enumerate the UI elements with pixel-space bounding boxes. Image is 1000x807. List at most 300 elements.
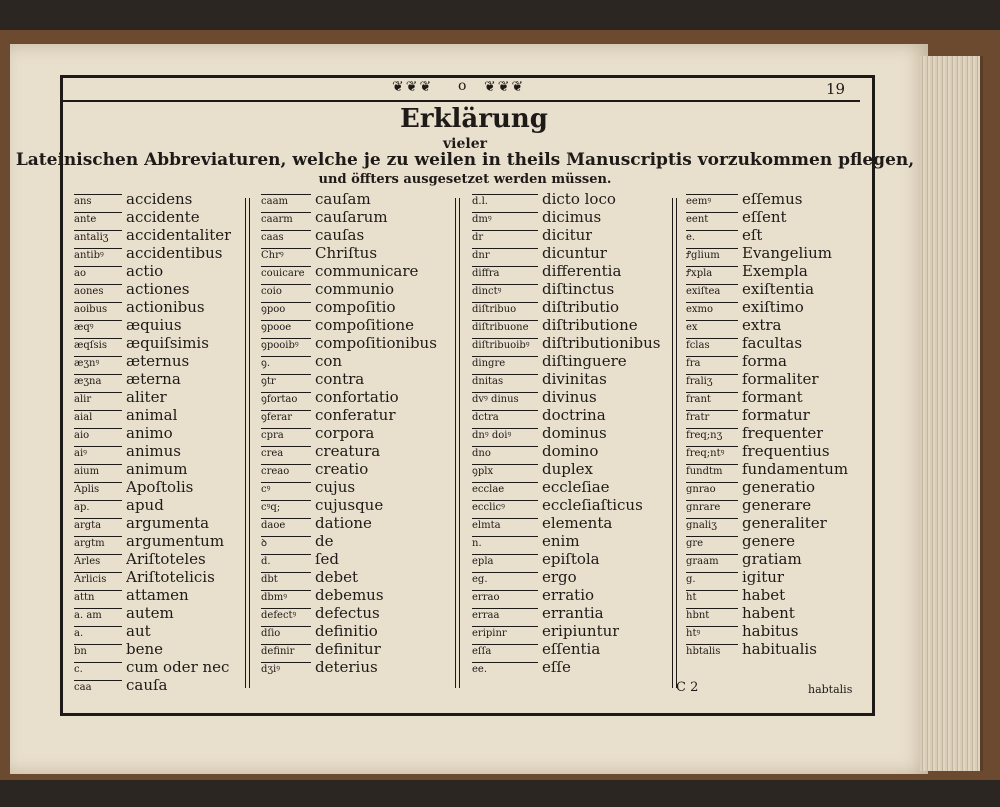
abbreviation: ꝯfortao: [261, 392, 311, 406]
abbreviation: a. am: [74, 608, 122, 622]
abbreviation-entry: [472, 406, 667, 424]
abbreviation-entry: [472, 280, 667, 298]
abbreviation: hbtalis: [686, 644, 738, 658]
abbreviation-entry: [686, 298, 866, 316]
expansion: doctrina: [542, 406, 606, 424]
expansion: formatur: [742, 406, 810, 424]
abbreviation-entry: [686, 460, 866, 478]
abbreviation-entry: [686, 586, 866, 604]
expansion: cauſas: [315, 226, 365, 244]
abbreviation-column-2: [261, 190, 456, 700]
expansion: cauſam: [315, 190, 371, 208]
abbreviation-entry: [472, 496, 667, 514]
abbreviation: ꝯtr: [261, 374, 311, 388]
expansion: exiſtentia: [742, 280, 815, 298]
expansion: duplex: [542, 460, 593, 478]
expansion: frequenter: [742, 424, 824, 442]
abbreviation: crea: [261, 446, 311, 460]
expansion: compoſitionibus: [315, 334, 437, 352]
header-rule: [60, 100, 860, 102]
expansion: eſſent: [742, 208, 787, 226]
abbreviation-entry: [472, 208, 667, 226]
abbreviation-entry: [686, 208, 866, 226]
expansion: debemus: [315, 586, 384, 604]
abbreviation-entry: [74, 442, 239, 460]
expansion: definitur: [315, 640, 381, 658]
abbreviation-entry: [472, 586, 667, 604]
expansion: contra: [315, 370, 365, 388]
abbreviation: dſio: [261, 626, 311, 640]
abbreviation-entry: [261, 640, 456, 658]
abbreviation-entry: [261, 442, 456, 460]
abbreviation-entry: [686, 568, 866, 586]
abbreviation-entry: [472, 190, 667, 208]
abbreviation-entry: [686, 424, 866, 442]
abbreviation-entry: [261, 280, 456, 298]
abbreviation: eg.: [472, 572, 538, 586]
abbreviation-entry: [261, 622, 456, 640]
abbreviation-entry: [472, 478, 667, 496]
abbreviation: diſtribuone: [472, 320, 538, 334]
abbreviation: defectꝰ: [261, 608, 311, 622]
expansion: autem: [126, 604, 174, 622]
signature-mark: C 2: [676, 680, 699, 695]
abbreviation: definir: [261, 644, 311, 658]
abbreviation: Ꝭxpla: [686, 266, 738, 280]
abbreviation-entry: [261, 550, 456, 568]
expansion: diſtributione: [542, 316, 638, 334]
abbreviation: ans: [74, 194, 122, 208]
abbreviation: g.: [686, 572, 738, 586]
expansion: forma: [742, 352, 787, 370]
expansion: attamen: [126, 586, 189, 604]
expansion: creatura: [315, 442, 381, 460]
expansion: frequentius: [742, 442, 830, 460]
expansion: Ariſtoteles: [126, 550, 206, 568]
abbreviation-entry: [261, 334, 456, 352]
abbreviation: dr: [472, 230, 538, 244]
expansion: diſtributionibus: [542, 334, 661, 352]
abbreviation-entry: [261, 352, 456, 370]
abbreviation: aoibus: [74, 302, 122, 316]
expansion: confortatio: [315, 388, 399, 406]
expansion: eccleſiaſticus: [542, 496, 643, 514]
abbreviation: æqꝰ: [74, 320, 122, 334]
expansion: Apoſtolis: [126, 478, 194, 496]
expansion: aliter: [126, 388, 167, 406]
abbreviation: bn: [74, 644, 122, 658]
abbreviation: exiſtea: [686, 284, 738, 298]
title-line: Lateinischen Abbreviaturen, welche je zu weilen in theils Manuscriptis vorzukommen pflegen,: [15, 150, 915, 170]
expansion: habitualis: [742, 640, 817, 658]
abbreviation-entry: [74, 568, 239, 586]
abbreviation: gre: [686, 536, 738, 550]
expansion: eſſentia: [542, 640, 601, 658]
expansion: exiſtimo: [742, 298, 804, 316]
abbreviation: exmo: [686, 302, 738, 316]
abbreviation-entry: [261, 658, 456, 676]
abbreviation-entry: [74, 550, 239, 568]
abbreviation: dinctꝰ: [472, 284, 538, 298]
abbreviation: alir: [74, 392, 122, 406]
abbreviation-entry: [686, 406, 866, 424]
expansion: æternus: [126, 352, 190, 370]
expansion: æquius: [126, 316, 182, 334]
abbreviation-entry: [74, 316, 239, 334]
abbreviation-entry: [686, 550, 866, 568]
abbreviation-entry: [472, 442, 667, 460]
expansion: eſſemus: [742, 190, 803, 208]
abbreviation-entry: [261, 406, 456, 424]
abbreviation: fclas: [686, 338, 738, 352]
expansion: dominus: [542, 424, 607, 442]
expansion: datione: [315, 514, 372, 532]
abbreviation: fratr: [686, 410, 738, 424]
expansion: Ariſtotelicis: [126, 568, 215, 586]
abbreviation-entry: [686, 478, 866, 496]
abbreviation: ap.: [74, 500, 122, 514]
abbreviation-entry: [472, 262, 667, 280]
expansion: animum: [126, 460, 188, 478]
abbreviation-entry: [261, 262, 456, 280]
abbreviation-entry: [472, 532, 667, 550]
abbreviation: ꝯ.: [261, 356, 311, 370]
abbreviation: d.: [261, 554, 311, 568]
abbreviation-entry: [74, 640, 239, 658]
abbreviation: caa: [74, 680, 122, 694]
expansion: cauſa: [126, 676, 168, 694]
expansion: erratio: [542, 586, 595, 604]
abbreviation-entry: [686, 514, 866, 532]
expansion: divinus: [542, 388, 597, 406]
expansion: formaliter: [742, 370, 819, 388]
abbreviation: aones: [74, 284, 122, 298]
abbreviation: ecclae: [472, 482, 538, 496]
abbreviation: Ꝭglium: [686, 248, 738, 262]
abbreviation: dbmꝰ: [261, 590, 311, 604]
abbreviation: eemꝰ: [686, 194, 738, 208]
abbreviation: creao: [261, 464, 311, 478]
expansion: genere: [742, 532, 796, 550]
expansion: eſt: [742, 226, 763, 244]
abbreviation-entry: [472, 334, 667, 352]
expansion: eripiuntur: [542, 622, 620, 640]
abbreviation: ꝯpoo: [261, 302, 311, 316]
expansion: accidentibus: [126, 244, 223, 262]
abbreviation: dnitas: [472, 374, 538, 388]
abbreviation-entry: [686, 640, 866, 658]
abbreviation-entry: [261, 514, 456, 532]
abbreviation: htꝰ: [686, 626, 738, 640]
expansion: generaliter: [742, 514, 827, 532]
abbreviation-entry: [74, 190, 239, 208]
abbreviation-entry: [472, 370, 667, 388]
abbreviation-entry: [686, 262, 866, 280]
abbreviation: c.: [74, 662, 122, 676]
abbreviation: ꝯpooe: [261, 320, 311, 334]
abbreviation: elmta: [472, 518, 538, 532]
expansion: ſed: [315, 550, 340, 568]
abbreviation: argtm: [74, 536, 122, 550]
abbreviation-entry: [74, 532, 239, 550]
abbreviation: cꝰ: [261, 482, 311, 496]
abbreviation: dnꝰ doiꝰ: [472, 428, 538, 442]
abbreviation-entry: [261, 226, 456, 244]
abbreviation-entry: [74, 244, 239, 262]
abbreviation: coio: [261, 284, 311, 298]
abbreviation: fraliʒ: [686, 374, 738, 388]
abbreviation: dnr: [472, 248, 538, 262]
abbreviation: Aplis: [74, 482, 122, 496]
abbreviation: Arlicis: [74, 572, 122, 586]
abbreviation-entry: [261, 316, 456, 334]
expansion: accidens: [126, 190, 193, 208]
expansion: habent: [742, 604, 795, 622]
abbreviation: gnrao: [686, 482, 738, 496]
expansion: debet: [315, 568, 358, 586]
expansion: æterna: [126, 370, 181, 388]
abbreviation-entry: [472, 316, 667, 334]
expansion: epiſtola: [542, 550, 600, 568]
abbreviation-entry: [261, 208, 456, 226]
abbreviation: gnaliʒ: [686, 518, 738, 532]
catchword: habtalis: [808, 683, 853, 696]
abbreviation-entry: [74, 586, 239, 604]
expansion: Evangelium: [742, 244, 832, 262]
expansion: cujusque: [315, 496, 384, 514]
column-divider: [672, 198, 677, 688]
abbreviation: eripinr: [472, 626, 538, 640]
expansion: aut: [126, 622, 151, 640]
expansion: Chriſtus: [315, 244, 378, 262]
abbreviation: n.: [472, 536, 538, 550]
expansion: dicuntur: [542, 244, 607, 262]
expansion: diſtinguere: [542, 352, 627, 370]
abbreviation-entry: [74, 226, 239, 244]
abbreviation-entry: [261, 496, 456, 514]
expansion: de: [315, 532, 334, 550]
expansion: Exempla: [742, 262, 808, 280]
expansion: cum oder nec: [126, 658, 230, 676]
abbreviation-column-1: [74, 190, 239, 700]
abbreviation: ht: [686, 590, 738, 604]
expansion: conferatur: [315, 406, 396, 424]
abbreviation: aium: [74, 464, 122, 478]
abbreviation: Arles: [74, 554, 122, 568]
abbreviation: diſtribuoibꝰ: [472, 338, 538, 352]
abbreviation-entry: [686, 388, 866, 406]
expansion: animo: [126, 424, 173, 442]
ornament-right-icon: ❦❦❦: [484, 79, 526, 95]
expansion: divinitas: [542, 370, 607, 388]
abbreviation: errao: [472, 590, 538, 604]
abbreviation: ante: [74, 212, 122, 226]
abbreviation-column-4: [686, 190, 866, 700]
abbreviation-entry: [74, 334, 239, 352]
expansion: argumentum: [126, 532, 225, 550]
abbreviation-entry: [74, 298, 239, 316]
expansion: communicare: [315, 262, 419, 280]
abbreviation: e.: [686, 230, 738, 244]
expansion: habitus: [742, 622, 799, 640]
abbreviation-entry: [74, 406, 239, 424]
abbreviation: couicare: [261, 266, 311, 280]
abbreviation: a.: [74, 626, 122, 640]
abbreviation-entry: [686, 316, 866, 334]
expansion: eſſe: [542, 658, 571, 676]
abbreviation: eſſa: [472, 644, 538, 658]
abbreviation: dno: [472, 446, 538, 460]
abbreviation-entry: [74, 478, 239, 496]
expansion: errantia: [542, 604, 604, 622]
expansion: creatio: [315, 460, 369, 478]
expansion: dicimus: [542, 208, 602, 226]
expansion: communio: [315, 280, 395, 298]
abbreviation: antibꝰ: [74, 248, 122, 262]
abbreviation-column-3: [472, 190, 667, 700]
abbreviation: hbnt: [686, 608, 738, 622]
abbreviation: Chrꝰ: [261, 248, 311, 262]
expansion: actionibus: [126, 298, 205, 316]
abbreviation-entry: [472, 298, 667, 316]
expansion: cauſarum: [315, 208, 388, 226]
abbreviation-entry: [261, 424, 456, 442]
abbreviation-entry: [472, 658, 667, 676]
abbreviation-entry: [74, 352, 239, 370]
abbreviation-entry: [686, 280, 866, 298]
expansion: fundamentum: [742, 460, 849, 478]
expansion: compoſitione: [315, 316, 415, 334]
abbreviation-entry: [261, 190, 456, 208]
expansion: dicto loco: [542, 190, 616, 208]
expansion: accidentaliter: [126, 226, 232, 244]
abbreviation-entry: [74, 604, 239, 622]
abbreviation-entry: [686, 496, 866, 514]
abbreviation: diſtribuo: [472, 302, 538, 316]
abbreviation: antaliʒ: [74, 230, 122, 244]
abbreviation-entry: [472, 604, 667, 622]
abbreviation: ꝯplx: [472, 464, 538, 478]
expansion: generare: [742, 496, 812, 514]
expansion: habet: [742, 586, 786, 604]
abbreviation: d.l.: [472, 194, 538, 208]
expansion: defectus: [315, 604, 380, 622]
abbreviation: dctra: [472, 410, 538, 424]
abbreviation: eent: [686, 212, 738, 226]
abbreviation-entry: [261, 604, 456, 622]
abbreviation-entry: [686, 622, 866, 640]
abbreviation-entry: [472, 244, 667, 262]
abbreviation: ex: [686, 320, 738, 334]
abbreviation: cpra: [261, 428, 311, 442]
abbreviation-entry: [472, 388, 667, 406]
abbreviation: frant: [686, 392, 738, 406]
abbreviation: epla: [472, 554, 538, 568]
abbreviation: caam: [261, 194, 311, 208]
abbreviation-entry: [74, 658, 239, 676]
expansion: diſtinctus: [542, 280, 615, 298]
abbreviation: dbt: [261, 572, 311, 586]
expansion: elementa: [542, 514, 613, 532]
abbreviation-entry: [74, 208, 239, 226]
expansion: enim: [542, 532, 580, 550]
abbreviation-entry: [686, 190, 866, 208]
abbreviation-entry: [686, 244, 866, 262]
expansion: facultas: [742, 334, 803, 352]
expansion: eccleſiae: [542, 478, 610, 496]
abbreviation-entry: [686, 226, 866, 244]
abbreviation-entry: [472, 550, 667, 568]
abbreviation: dingre: [472, 356, 538, 370]
abbreviation: ꝯferar: [261, 410, 311, 424]
abbreviation: caarm: [261, 212, 311, 226]
page-number: 19: [826, 80, 846, 98]
abbreviation-entry: [74, 280, 239, 298]
abbreviation-entry: [686, 604, 866, 622]
abbreviation: ecclicꝰ: [472, 500, 538, 514]
abbreviation-entry: [472, 622, 667, 640]
expansion: compoſitio: [315, 298, 396, 316]
abbreviation-entry: [74, 460, 239, 478]
abbreviation-entry: [74, 424, 239, 442]
abbreviation-entry: [74, 622, 239, 640]
abbreviation: fra: [686, 356, 738, 370]
abbreviation: aiꝰ: [74, 446, 122, 460]
expansion: definitio: [315, 622, 378, 640]
abbreviation-entry: [472, 460, 667, 478]
abbreviation: ꝺ: [261, 536, 311, 550]
abbreviation: ao: [74, 266, 122, 280]
abbreviation: daoe: [261, 518, 311, 532]
abbreviation-entry: [74, 388, 239, 406]
expansion: dicitur: [542, 226, 593, 244]
expansion: differentia: [542, 262, 622, 280]
abbreviation: dvꝰ dinus: [472, 392, 538, 406]
abbreviation-entry: [472, 514, 667, 532]
abbreviation-entry: [261, 460, 456, 478]
abbreviation-entry: [74, 262, 239, 280]
abbreviation: ꝯpooibꝰ: [261, 338, 311, 352]
abbreviation: æʒna: [74, 374, 122, 388]
abbreviation-entry: [261, 244, 456, 262]
abbreviation-entry: [686, 370, 866, 388]
expansion: ergo: [542, 568, 577, 586]
ornament-mid: o: [458, 78, 467, 94]
abbreviation: fundtm: [686, 464, 738, 478]
page-title: Erklärung: [400, 104, 548, 134]
abbreviation-entry: [261, 586, 456, 604]
abbreviation-entry: [472, 424, 667, 442]
expansion: actio: [126, 262, 164, 280]
ornament-left-icon: ❦❦❦: [392, 79, 434, 95]
expansion: accidente: [126, 208, 200, 226]
abbreviation: freq;ntꝰ: [686, 446, 738, 460]
abbreviation-entry: [261, 388, 456, 406]
abbreviation: caas: [261, 230, 311, 244]
abbreviation: diffra: [472, 266, 538, 280]
abbreviation-entry: [686, 532, 866, 550]
abbreviation-entry: [261, 478, 456, 496]
abbreviation-entry: [261, 568, 456, 586]
column-divider: [245, 198, 250, 688]
expansion: igitur: [742, 568, 785, 586]
abbreviation-entry: [74, 676, 239, 694]
abbreviation: argta: [74, 518, 122, 532]
abbreviation: attn: [74, 590, 122, 604]
abbreviation: erraa: [472, 608, 538, 622]
expansion: diſtributio: [542, 298, 620, 316]
expansion: formant: [742, 388, 803, 406]
